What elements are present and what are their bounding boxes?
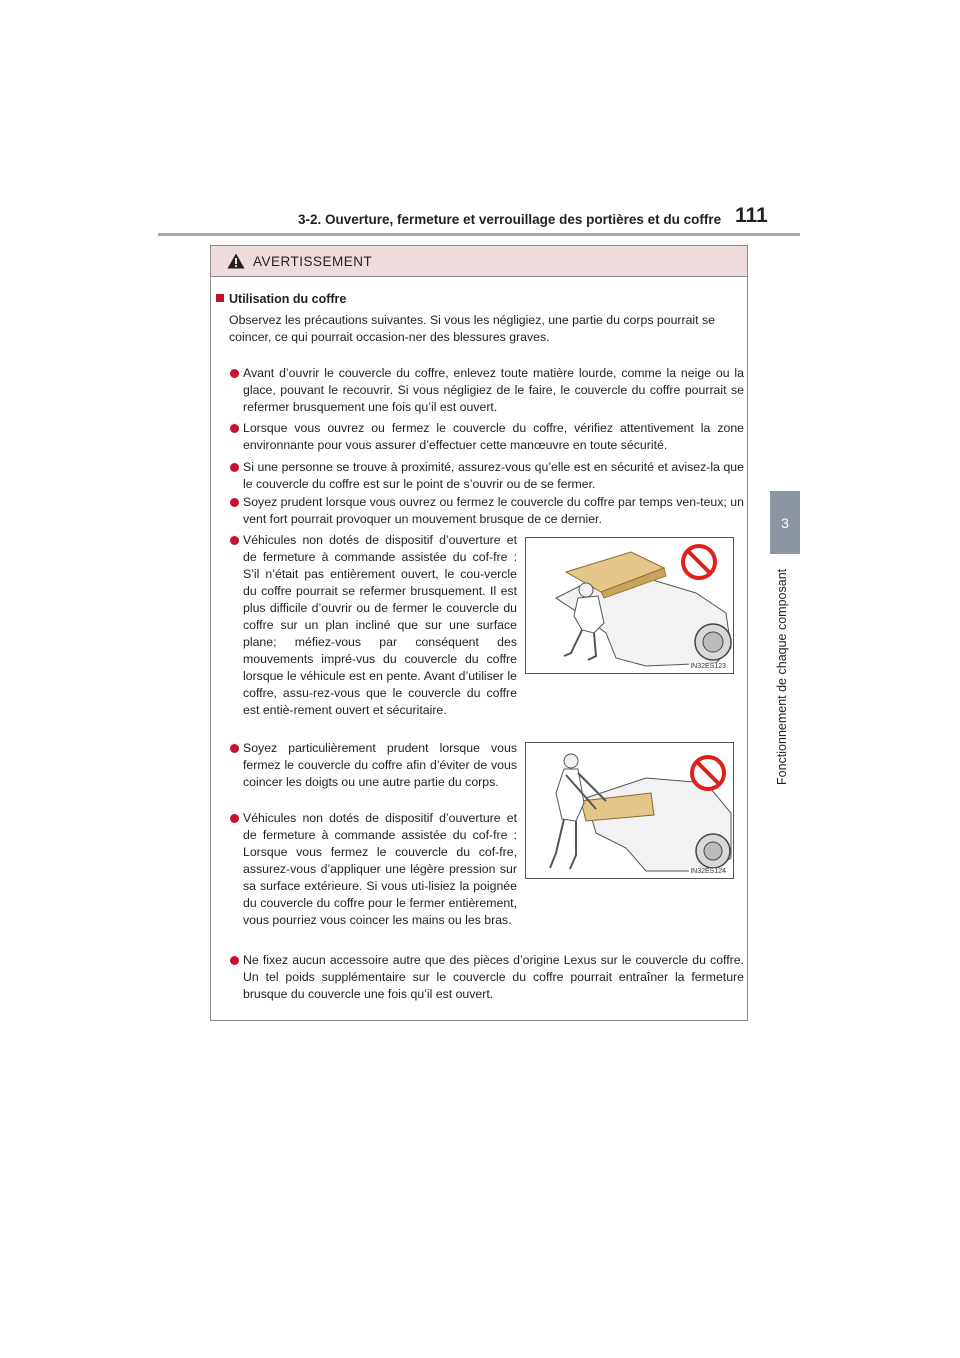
section-title (216, 292, 346, 306)
figure-trunk-closing (525, 742, 734, 879)
bullet-text: Véhicules non dotés de dispositif d’ouverture et de fermeture à commande assistée du cof-fre : Lorsque vous fermez le couvercle du cof-fre, assurez-vous d’appliquer une légère pression sur sa surface extérieure. Si vous uti-lisiez la poignée du couvercle du coffre pour le fermer entièrement, vous pourriez vous coincer les mains ou les bras. (243, 811, 517, 927)
round-bullet-icon (230, 498, 239, 507)
trunk-opening-illustration (526, 538, 733, 673)
square-bullet-icon (216, 294, 224, 302)
bullet-text: Soyez prudent lorsque vous ouvrez ou fermez le couvercle du coffre par temps ven-teux; un vent fort pourrait provoquer un mouvement brusque de ce dernier. (243, 495, 744, 526)
warning-bullet (229, 952, 744, 1003)
warning-bullet (229, 420, 744, 454)
round-bullet-icon (230, 463, 239, 472)
bullet-text: Avant d’ouvrir le couvercle du coffre, enlevez toute matière lourde, comme la neige ou la glace, pouvant le recouvrir. Si vous négligiez de le faire, le couvercle du coffre pourrait se refermer brusquement une fois qu’il est ouvert. (243, 366, 744, 414)
bullet-text: Soyez particulièrement prudent lorsque vous fermez le couvercle du coffre afin d’éviter de vous coincer les doigts ou une autre partie du corps. (243, 741, 517, 789)
round-bullet-icon (230, 536, 239, 545)
warning-bullet (229, 459, 744, 493)
chapter-tab (770, 491, 800, 554)
warning-bullet (229, 810, 517, 929)
round-bullet-icon (230, 956, 239, 965)
chapter-number: 3 (781, 514, 789, 531)
bullet-text: Ne fixez aucun accessoire autre que des pièces d’origine Lexus sur le couvercle du coffre. Un tel poids supplémentaire sur le couvercle du coffre pourrait entraîner la fermeture brusque du couvercle une fois qu’il est ouvert. (243, 953, 744, 1001)
trunk-closing-illustration (526, 743, 733, 878)
round-bullet-icon (230, 744, 239, 753)
figure-trunk-opening (525, 537, 734, 674)
bullet-text: Lorsque vous ouvrez ou fermez le couvercle du coffre, vérifiez attentivement la zone environnante pour vous assurer d’effectuer cette manœuvre en toute sécurité. (243, 421, 744, 452)
round-bullet-icon (230, 369, 239, 378)
warning-bullet (229, 740, 517, 791)
header-divider (158, 233, 800, 236)
bullet-text: Si une personne se trouve à proximité, assurez-vous qu’elle est en sécurité et avisez-la que le couvercle du coffre est sur le point de s’ouvrir ou de se fermer. (243, 460, 744, 491)
header-title: 3-2. Ouverture, fermeture et verrouillage des portières et du coffre (298, 212, 722, 227)
warning-title: AVERTISSEMENT (253, 253, 373, 269)
warning-bullet (229, 494, 744, 528)
chapter-label: Fonctionnement de chaque composant (775, 568, 789, 786)
round-bullet-icon (230, 424, 239, 433)
figure-code: IN32ES124 (690, 868, 726, 875)
bullet-text: Véhicules non dotés de dispositif d’ouverture et de fermeture à commande assistée du cof-fre : S’il n’était pas entièrement ouvert, le cou-vercle du coffre pourrait se refermer brusquement. Il est plus difficile d’ouvrir ou de fermer le couvercle du coffre sur un plan incliné que sur une surface plane; méfiez-vous par conséquent des mouvements impré-vus du couvercle du coffre lorsque le véhicule est en pente. Avant d’utiliser le coffre, assu-rez-vous que le couvercle du coffre est entiè-rement ouvert et sécuritaire. (243, 533, 517, 717)
figure-code: IN32ES123 (690, 663, 726, 670)
round-bullet-icon (230, 814, 239, 823)
intro-text: Observez les précautions suivantes. Si vous les négligiez, une partie du corps pourrait se coincer, ce qui pourrait occasion-ner des blessures graves. (229, 313, 715, 344)
page-number: 111 (735, 204, 768, 227)
warning-triangle-icon (227, 253, 245, 269)
warning-box (210, 245, 748, 1021)
section-title-text: Utilisation du coffre (229, 292, 347, 306)
warning-header (211, 246, 747, 277)
warning-bullet (229, 532, 517, 719)
warning-bullet (229, 365, 744, 416)
